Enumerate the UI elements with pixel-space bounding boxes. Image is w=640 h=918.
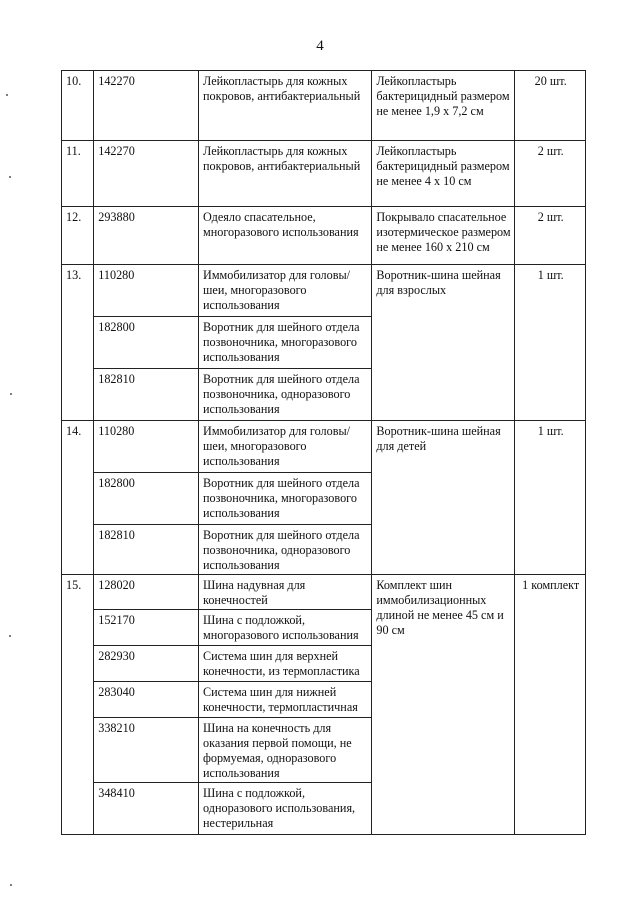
table-row xyxy=(62,265,586,317)
table-body xyxy=(62,71,586,835)
name-cell: Шина с подложкой, одноразового использования, нестерильная xyxy=(199,783,372,835)
table-row xyxy=(62,207,586,265)
code-cell: 128020 xyxy=(94,575,199,610)
name-cell: Воротник для шейного отдела позвоночника, многоразового использования xyxy=(199,317,372,369)
requirement-cell: Воротник-шина шейная для детей xyxy=(372,421,515,575)
code-cell: 182800 xyxy=(94,473,199,525)
code-cell: 142270 xyxy=(94,141,199,207)
scan-speck xyxy=(10,884,12,886)
code-cell: 142270 xyxy=(94,71,199,141)
table-row xyxy=(62,141,586,207)
code-cell: 338210 xyxy=(94,718,199,783)
name-cell: Воротник для шейного отдела позвоночника, многоразового использования xyxy=(199,473,372,525)
equipment-table xyxy=(61,70,586,835)
requirement-cell: Лейкопластырь бактерицидный размером не менее 4 х 10 см xyxy=(372,141,515,207)
name-cell: Система шин для верхней конечности, из термопластика xyxy=(199,646,372,682)
code-cell: 182810 xyxy=(94,525,199,575)
requirement-cell: Лейкопластырь бактерицидный размером не менее 1,9 х 7,2 см xyxy=(372,71,515,141)
name-cell: Воротник для шейного отдела позвоночника, одноразового использования xyxy=(199,369,372,421)
code-cell: 110280 xyxy=(94,265,199,317)
row-number-cell: 13. xyxy=(62,265,94,421)
code-cell: 293880 xyxy=(94,207,199,265)
code-cell: 110280 xyxy=(94,421,199,473)
name-cell: Иммобилизатор для головы/шеи, многоразового использования xyxy=(199,421,372,473)
quantity-cell: 2 шт. xyxy=(515,207,586,265)
code-cell: 283040 xyxy=(94,682,199,718)
quantity-cell: 1 комплект xyxy=(515,575,586,835)
requirement-cell: Комплект шин иммобилизационных длиной не менее 45 см и 90 см xyxy=(372,575,515,835)
row-number-cell: 15. xyxy=(62,575,94,835)
page-number: 4 xyxy=(316,38,324,54)
name-cell: Воротник для шейного отдела позвоночника, одноразового использования xyxy=(199,525,372,575)
name-cell: Шина с подложкой, многоразового использования xyxy=(199,610,372,646)
table-row xyxy=(62,71,586,141)
name-cell: Шина надувная для конечностей xyxy=(199,575,372,610)
row-number-cell: 12. xyxy=(62,207,94,265)
quantity-cell: 1 шт. xyxy=(515,421,586,575)
row-number-cell: 10. xyxy=(62,71,94,141)
quantity-cell: 2 шт. xyxy=(515,141,586,207)
name-cell: Одеяло спасательное, многоразового использования xyxy=(199,207,372,265)
quantity-cell: 1 шт. xyxy=(515,265,586,421)
name-cell: Иммобилизатор для головы/шеи, многоразового использования xyxy=(199,265,372,317)
scan-speck xyxy=(9,635,11,637)
row-number-cell: 14. xyxy=(62,421,94,575)
name-cell: Лейкопластырь для кожных покровов, антибактериальный xyxy=(199,71,372,141)
row-number-cell: 11. xyxy=(62,141,94,207)
table-row xyxy=(62,421,586,473)
code-cell: 182810 xyxy=(94,369,199,421)
code-cell: 282930 xyxy=(94,646,199,682)
scan-speck xyxy=(6,94,8,96)
name-cell: Шина на конечность для оказания первой помощи, не формуемая, одноразового использования xyxy=(199,718,372,783)
scan-speck xyxy=(9,176,11,178)
table-row xyxy=(62,575,586,610)
name-cell: Лейкопластырь для кожных покровов, антибактериальный xyxy=(199,141,372,207)
code-cell: 152170 xyxy=(94,610,199,646)
scan-speck xyxy=(10,393,12,395)
name-cell: Система шин для нижней конечности, термопластичная xyxy=(199,682,372,718)
requirement-cell: Воротник-шина шейная для взрослых xyxy=(372,265,515,421)
code-cell: 348410 xyxy=(94,783,199,835)
code-cell: 182800 xyxy=(94,317,199,369)
quantity-cell: 20 шт. xyxy=(515,71,586,141)
requirement-cell: Покрывало спасательное изотермическое размером не менее 160 х 210 см xyxy=(372,207,515,265)
